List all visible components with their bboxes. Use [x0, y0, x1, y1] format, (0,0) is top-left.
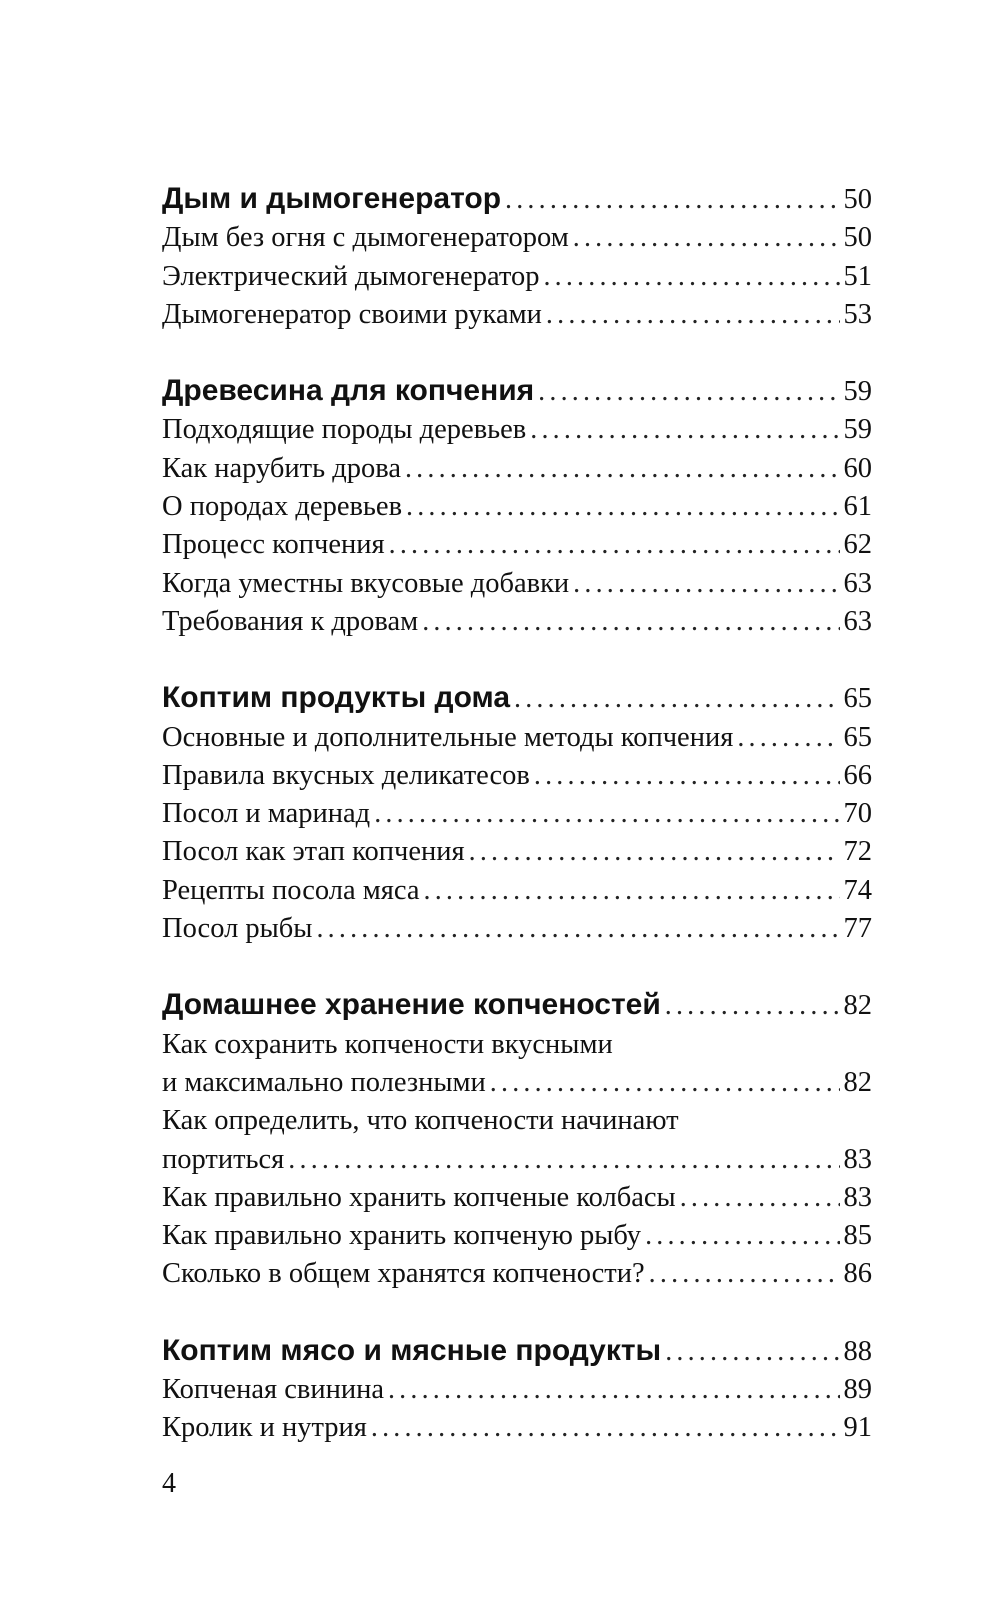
- toc-entry-page: 63: [843, 567, 872, 599]
- toc-heading-title: Коптим мясо и мясные продукты: [162, 1333, 662, 1367]
- dot-leader: [371, 1409, 840, 1447]
- toc-entry-page: 70: [843, 798, 872, 830]
- toc-entry-page: 82: [843, 1066, 872, 1098]
- toc-heading-title: Коптим продукты дома: [162, 681, 511, 715]
- toc-entry-first-line: [162, 1026, 872, 1064]
- toc-heading-title: Дым и дымогенератор: [162, 182, 502, 215]
- toc-entry-title: Электрический дымогенератор: [162, 260, 540, 292]
- toc-entry-title: Посол рыбы: [162, 913, 313, 945]
- toc-entry: [162, 603, 872, 641]
- toc-entry: [162, 488, 872, 526]
- toc-entry: [162, 450, 872, 488]
- dot-leader: [534, 757, 840, 795]
- toc-heading-row: [162, 986, 872, 1025]
- toc-heading-page: 88: [843, 1335, 872, 1367]
- toc-entry-title: Посол как этап копчения: [162, 836, 465, 868]
- page-number: 4: [162, 1468, 176, 1499]
- toc-entry-title: Как правильно хранить копченые колбасы: [162, 1181, 676, 1213]
- dot-leader: [665, 987, 840, 1025]
- dot-leader: [505, 181, 839, 219]
- toc-section: [162, 1332, 872, 1448]
- toc-entry: [162, 565, 872, 603]
- toc-entry-page: 85: [843, 1220, 872, 1252]
- toc-entry: [162, 526, 872, 564]
- toc-entry-page: 89: [843, 1374, 872, 1406]
- toc-entry-first-line: [162, 1102, 872, 1140]
- dot-leader: [543, 258, 839, 296]
- toc-entry-title: Основные и дополнительные методы копчения: [162, 721, 734, 753]
- toc-heading-title: Домашнее хранение копченостей: [162, 988, 661, 1022]
- toc-entry-title: Процесс копчения: [162, 529, 385, 561]
- toc-entry: [162, 219, 872, 257]
- toc-entry-page: 50: [843, 222, 872, 254]
- toc-entry-title: Дымогенератор своими руками: [162, 298, 542, 330]
- toc-entry-page: 86: [843, 1258, 872, 1290]
- toc-entry-title: О породах деревьев: [162, 491, 403, 523]
- toc-heading-row: [162, 180, 872, 219]
- toc-entry: [162, 757, 872, 795]
- toc-entry: [162, 1217, 872, 1255]
- toc-entry-page: 65: [843, 721, 872, 753]
- toc-entry: [162, 1255, 872, 1293]
- dot-leader: [680, 1179, 840, 1217]
- toc-heading-page: 59: [843, 376, 872, 408]
- toc-heading-page: 65: [843, 683, 872, 715]
- dot-leader: [573, 565, 839, 603]
- toc-entry-title: Дым без огня с дымогенератором: [162, 222, 569, 254]
- toc-entry-page: 60: [843, 452, 872, 484]
- toc-entry: [162, 1179, 872, 1217]
- dot-leader: [406, 488, 839, 526]
- toc-entry: [162, 1371, 872, 1409]
- dot-leader: [288, 1141, 839, 1179]
- toc-entry: [162, 1141, 872, 1179]
- dot-leader: [538, 373, 839, 411]
- dot-leader: [374, 795, 839, 833]
- dot-leader: [469, 833, 840, 871]
- toc-entry-page: 66: [843, 759, 872, 791]
- toc-entry-page: 63: [843, 605, 872, 637]
- toc-entry-title: Рецепты посола мяса: [162, 874, 420, 906]
- toc-entry: [162, 833, 872, 871]
- toc-entry: [162, 910, 872, 948]
- toc-entry-title: Когда уместны вкусовые добавки: [162, 567, 570, 599]
- toc-entry-title: Подходящие породы деревьев: [162, 414, 527, 446]
- toc-entry: [162, 411, 872, 449]
- toc-entry-page: 74: [843, 874, 872, 906]
- dot-leader: [530, 411, 839, 449]
- toc-heading-row: [162, 372, 872, 411]
- toc-entry-title: Кролик и нутрия: [162, 1412, 367, 1444]
- toc-entry-title: Правила вкусных деликатесов: [162, 759, 530, 791]
- toc-entry: [162, 1409, 872, 1447]
- toc-heading-page: 82: [843, 990, 872, 1022]
- toc-entry: [162, 872, 872, 910]
- toc-section: [162, 986, 872, 1293]
- toc-entry-title: Как правильно хранить копченую рыбу: [162, 1220, 642, 1252]
- toc-entry: [162, 258, 872, 296]
- toc-heading-title: Древесина для копчения: [162, 374, 535, 408]
- toc-heading-page: 50: [843, 184, 872, 215]
- dot-leader: [389, 526, 840, 564]
- toc-entry-page: 59: [843, 414, 872, 446]
- toc-entry: [162, 795, 872, 833]
- toc-section: [162, 679, 872, 948]
- dot-leader: [405, 450, 840, 488]
- toc-entry-title: Посол и маринад: [162, 798, 371, 830]
- dot-leader: [649, 1255, 840, 1293]
- table-of-contents: [162, 180, 872, 1486]
- dot-leader: [514, 680, 839, 718]
- toc-entry-page: 91: [843, 1412, 872, 1444]
- toc-entry-title: Как нарубить дрова: [162, 452, 401, 484]
- toc-entry-page: 53: [843, 298, 872, 330]
- toc-entry: [162, 719, 872, 757]
- dot-leader: [546, 296, 840, 334]
- toc-entry: [162, 296, 872, 334]
- toc-heading-row: [162, 1332, 872, 1371]
- toc-entry-page: 83: [843, 1143, 872, 1175]
- toc-entry-title: и максимально полезными: [162, 1066, 486, 1098]
- dot-leader: [665, 1333, 839, 1371]
- toc-entry-title-line1: Как сохранить копчености вкусными: [162, 1028, 613, 1060]
- toc-entry-title: портиться: [162, 1143, 285, 1175]
- toc-entry-title: Сколько в общем хранятся копчености?: [162, 1258, 645, 1290]
- toc-heading-row: [162, 679, 872, 718]
- toc-section: [162, 372, 872, 641]
- toc-entry-page: 83: [843, 1181, 872, 1213]
- dot-leader: [388, 1371, 840, 1409]
- toc-section: [162, 180, 872, 334]
- toc-entry-page: 51: [843, 260, 872, 292]
- toc-entry: [162, 1064, 872, 1102]
- dot-leader: [424, 872, 840, 910]
- dot-leader: [737, 719, 839, 757]
- toc-entry-title: Копченая свинина: [162, 1374, 384, 1406]
- toc-entry-page: 61: [843, 491, 872, 523]
- toc-entry-page: 62: [843, 529, 872, 561]
- dot-leader: [645, 1217, 839, 1255]
- dot-leader: [422, 603, 839, 641]
- dot-leader: [490, 1064, 840, 1102]
- dot-leader: [316, 910, 839, 948]
- toc-entry-page: 72: [843, 836, 872, 868]
- dot-leader: [573, 219, 840, 257]
- toc-entry-page: 77: [843, 913, 872, 945]
- toc-entry-title-line1: Как определить, что копчености начинают: [162, 1105, 679, 1137]
- toc-entry-title: Требования к дровам: [162, 605, 419, 637]
